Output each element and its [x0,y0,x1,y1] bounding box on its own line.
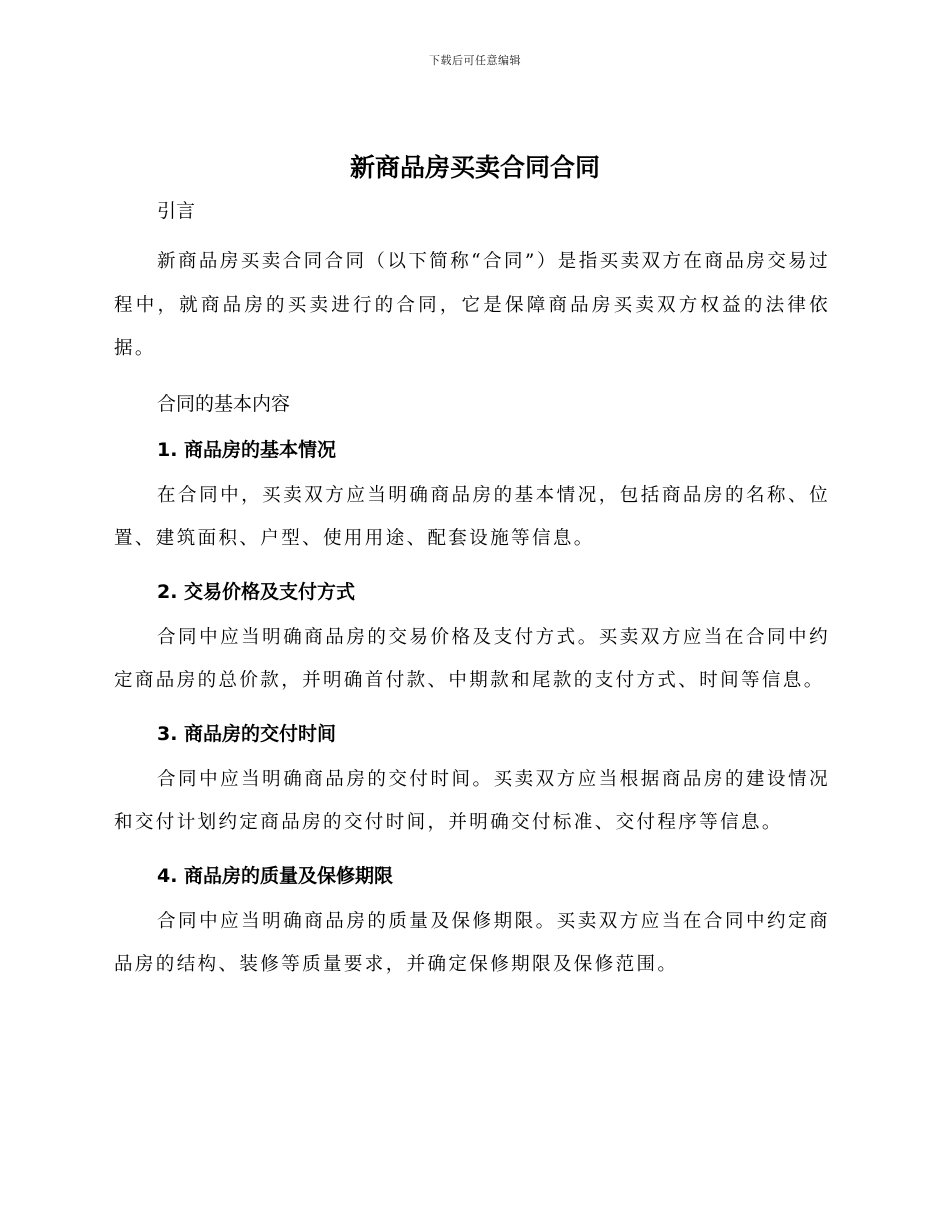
section-1-heading: 1. 商品房的基本情况 [157,438,337,461]
document-title: 新商品房买卖合同合同 [349,153,600,182]
intro-paragraph: 新商品房买卖合同合同（以下简称“合同”）是指买卖双方在商品房交易过程中，就商品房的买卖进行的合同，它是保障商品房买卖双方权益的法律依据。 [114,251,830,359]
basic-content-heading: 合同的基本内容 [157,392,291,415]
section-3-heading: 3. 商品房的交付时间 [157,722,337,745]
section-4-paragraph: 合同中应当明确商品房的质量及保修期限。买卖双方应当在合同中约定商品房的结构、装修等质量要求，并确定保修期限及保修范围。 [114,910,830,975]
section-2-paragraph: 合同中应当明确商品房的交易价格及支付方式。买卖双方应当在合同中约定商品房的总价款，并明确首付款、中期款和尾款的支付方式、时间等信息。 [114,626,830,691]
intro-heading: 引言 [157,200,196,222]
section-3-paragraph: 合同中应当明确商品房的交付时间。买卖双方应当根据商品房的建设情况和交付计划约定商品房的交付时间，并明确交付标准、交付程序等信息。 [114,768,830,833]
section-4-heading: 4. 商品房的质量及保修期限 [157,864,394,887]
document-body [114,193,830,987]
section-2-heading: 2. 交易价格及支付方式 [157,580,356,603]
section-1-paragraph: 在合同中，买卖双方应当明确商品房的基本情况，包括商品房的名称、位置、建筑面积、户型、使用用途、配套设施等信息。 [114,484,830,549]
page-header-note: 下载后可任意编辑 [429,54,521,67]
